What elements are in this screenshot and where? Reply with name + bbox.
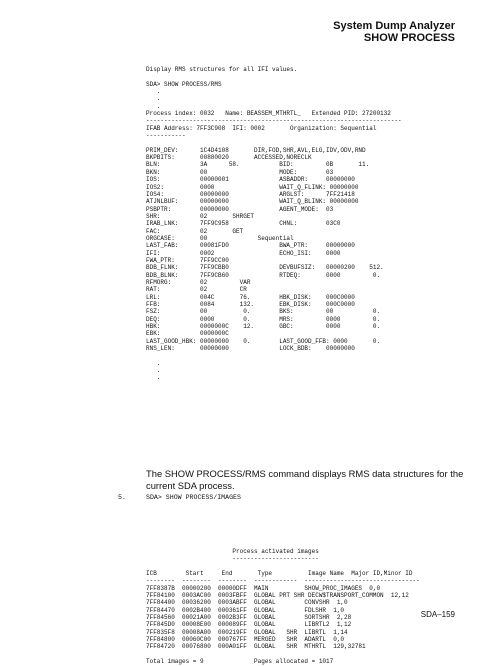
images-output-line: 7FF84470 0002B400 000361FF GLOBAL FDLSHR 1,0 — [146, 606, 345, 614]
rms-output-line: FFB: 0084 132. EBK_DISK: 000C0000 — [146, 301, 355, 308]
rms-output-line: BKPBITS: 00880020 ACCESSED,NORECLK — [146, 154, 312, 162]
rms-output-line: . — [146, 88, 161, 96]
rms-output-line: RFMORG: 02 VAR — [146, 278, 251, 286]
rms-output-line: LAST_GOOD_HBK: 00000000 0. LAST_GOOD_FFB: 0000 0. — [146, 337, 381, 345]
rms-output-line: . — [146, 367, 161, 375]
example-step — [118, 494, 241, 501]
images-output-line: 7FF84800 00060C00 000767FF MERGED SHR ADARTL 0,0 — [146, 636, 345, 644]
rms-output-line: LAST_FAB: 00081FD0 BWA_PTR: 00000000 — [146, 242, 355, 250]
page-number: SDA–159 — [420, 610, 455, 619]
images-output-line: Total images = 9 Pages allocated = 1017 — [146, 658, 334, 666]
rms-output-line: . — [146, 102, 161, 110]
images-output-line: 7FF835F8 00008A00 000219FF GLOBAL SHR LIBRTL 1,14 — [146, 628, 348, 636]
rms-output-line: ----------- — [146, 132, 186, 140]
rms-output-line: BKN: 00 MODE: 03 — [146, 168, 334, 176]
rms-output-line: RNS_LEN: 00000000 LOCK_BDB: 00000000 — [146, 345, 355, 353]
rms-output-line: . — [146, 359, 161, 367]
images-output-line: Process activated images — [146, 548, 319, 555]
rms-output-line: . — [146, 374, 161, 382]
rms-output-line: PSBPTR: 00000000 AGENT_MODE: 03 — [146, 205, 334, 213]
rms-output-line: BLN: 3A 58. BID: 0B 11. — [146, 161, 370, 169]
rms-output-line: DEQ: 0000 0. MRS: 0000 0. — [146, 315, 381, 323]
rms-output-line: Process index: 0032 Name: BEASSEM_MTHRTL_ Extended PID: 27200132 — [146, 110, 391, 118]
images-output-line: -------- -------- -------- ------------ -------------------------------- — [146, 577, 420, 585]
rms-output-line: PRIM_DEV: 1C4D4108 DIR,FOD,SHR,AVL,ELG,IDV,ODV,RND — [146, 146, 366, 154]
rms-output-line: FAC: 02 GET — [146, 227, 244, 235]
images-output-line — [146, 563, 420, 570]
rms-example-output — [146, 66, 402, 382]
images-output-line — [146, 651, 420, 658]
rms-output-line — [146, 352, 402, 359]
header-subtitle: SHOW PROCESS — [363, 32, 455, 44]
page-header — [333, 20, 455, 44]
rms-output-line: Display RMS structures for all IFI values. — [146, 66, 298, 73]
rms-output-line: IOS4: 00000000 ARGLST: 7FF21418 — [146, 190, 355, 198]
rms-output-line: EBK: 0000000C — [146, 330, 229, 338]
rms-output-line: IOS2: 0000 WAIT_Q_FLINK: 00000000 — [146, 183, 359, 191]
rms-output-line — [146, 73, 402, 80]
images-output-line: 7FF84100 0003AC00 0003FBFF GLOBAL PRT SHR DECW$TRANSPORT_COMMON 12,12 — [146, 592, 409, 600]
images-output-line: 7FF8387B 00000200 00000DFF MAIN SHOW_PROC_IMAGES 0,0 — [146, 584, 381, 592]
rms-output-line: . — [146, 95, 161, 103]
images-example-output — [146, 548, 420, 666]
rms-output-line: LRL: 004C 76. HBK_DISK: 000C0000 — [146, 293, 355, 301]
images-output-line: 7FF84720 00076800 000A01FF GLOBAL SHR MTHRTL 129,32781 — [146, 643, 366, 651]
images-output-line: ICB Start End Type Image Name Major ID,Minor ID — [146, 570, 413, 578]
rms-output-line: ATJNLBUF: 00000000 WAIT_Q_BLINK: 00000000 — [146, 198, 359, 206]
images-output-line: 7FF845D0 00008E00 000089FF GLOBAL LIBRTL2 1,12 — [146, 621, 352, 629]
images-output-line: 7FF84560 00021A00 0002B3FF GLOBAL SORTSHR 2,28 — [146, 614, 352, 622]
rms-output-line: IOS: 00000001 ASBADDR: 00000000 — [146, 176, 355, 184]
rms-output-line: HBK: 0000000C 12. GBC: 0000 0. — [146, 323, 381, 331]
rms-output-line: BDB_BLNK: 7FF9CB60 RTDEQ: 0000 0. — [146, 271, 381, 279]
rms-output-line — [146, 139, 402, 146]
rms-output-line: ----------------------------------------------------------------------- — [146, 117, 402, 125]
rms-output-line: RAT: 02 CR — [146, 286, 247, 294]
description-paragraph: The SHOW PROCESS/RMS command displays RMS data structures for the current SDA process. — [146, 468, 464, 491]
images-output-line: ------------------------ — [146, 555, 319, 563]
rms-output-line: IFI: 0002 ECHO_ISI: 0000 — [146, 249, 341, 257]
header-title: System Dump Analyzer — [333, 20, 455, 32]
rms-output-line: IRAB_LNK: 7FF9C958 CHNL: 03C0 — [146, 220, 341, 228]
rms-output-line: SDA> SHOW PROCESS/RMS — [146, 80, 222, 88]
rms-output-line: IFAB Address: 7FF3C908 IFI: 0002 Organization: Sequential — [146, 124, 377, 132]
rms-output-line: BDB_FLNK: 7FF9CBB0 DEVBUFSIZ: 00000200 512. — [146, 264, 384, 272]
step-command: SDA> SHOW PROCESS/IMAGES — [146, 494, 241, 501]
step-number: 5. — [118, 494, 126, 501]
rms-output-line: ORGCASE: 00 Sequential — [146, 234, 294, 242]
rms-output-line: FSZ: 00 0. BKS: 00 0. — [146, 308, 381, 316]
rms-output-line: SHR: 02 SHRGET — [146, 212, 255, 220]
rms-output-line: FWA_PTR: 7FF9CC00 — [146, 256, 229, 264]
images-output-line: 7FF84400 00036200 0003ABFF GLOBAL CONVSHR 1,0 — [146, 599, 348, 607]
